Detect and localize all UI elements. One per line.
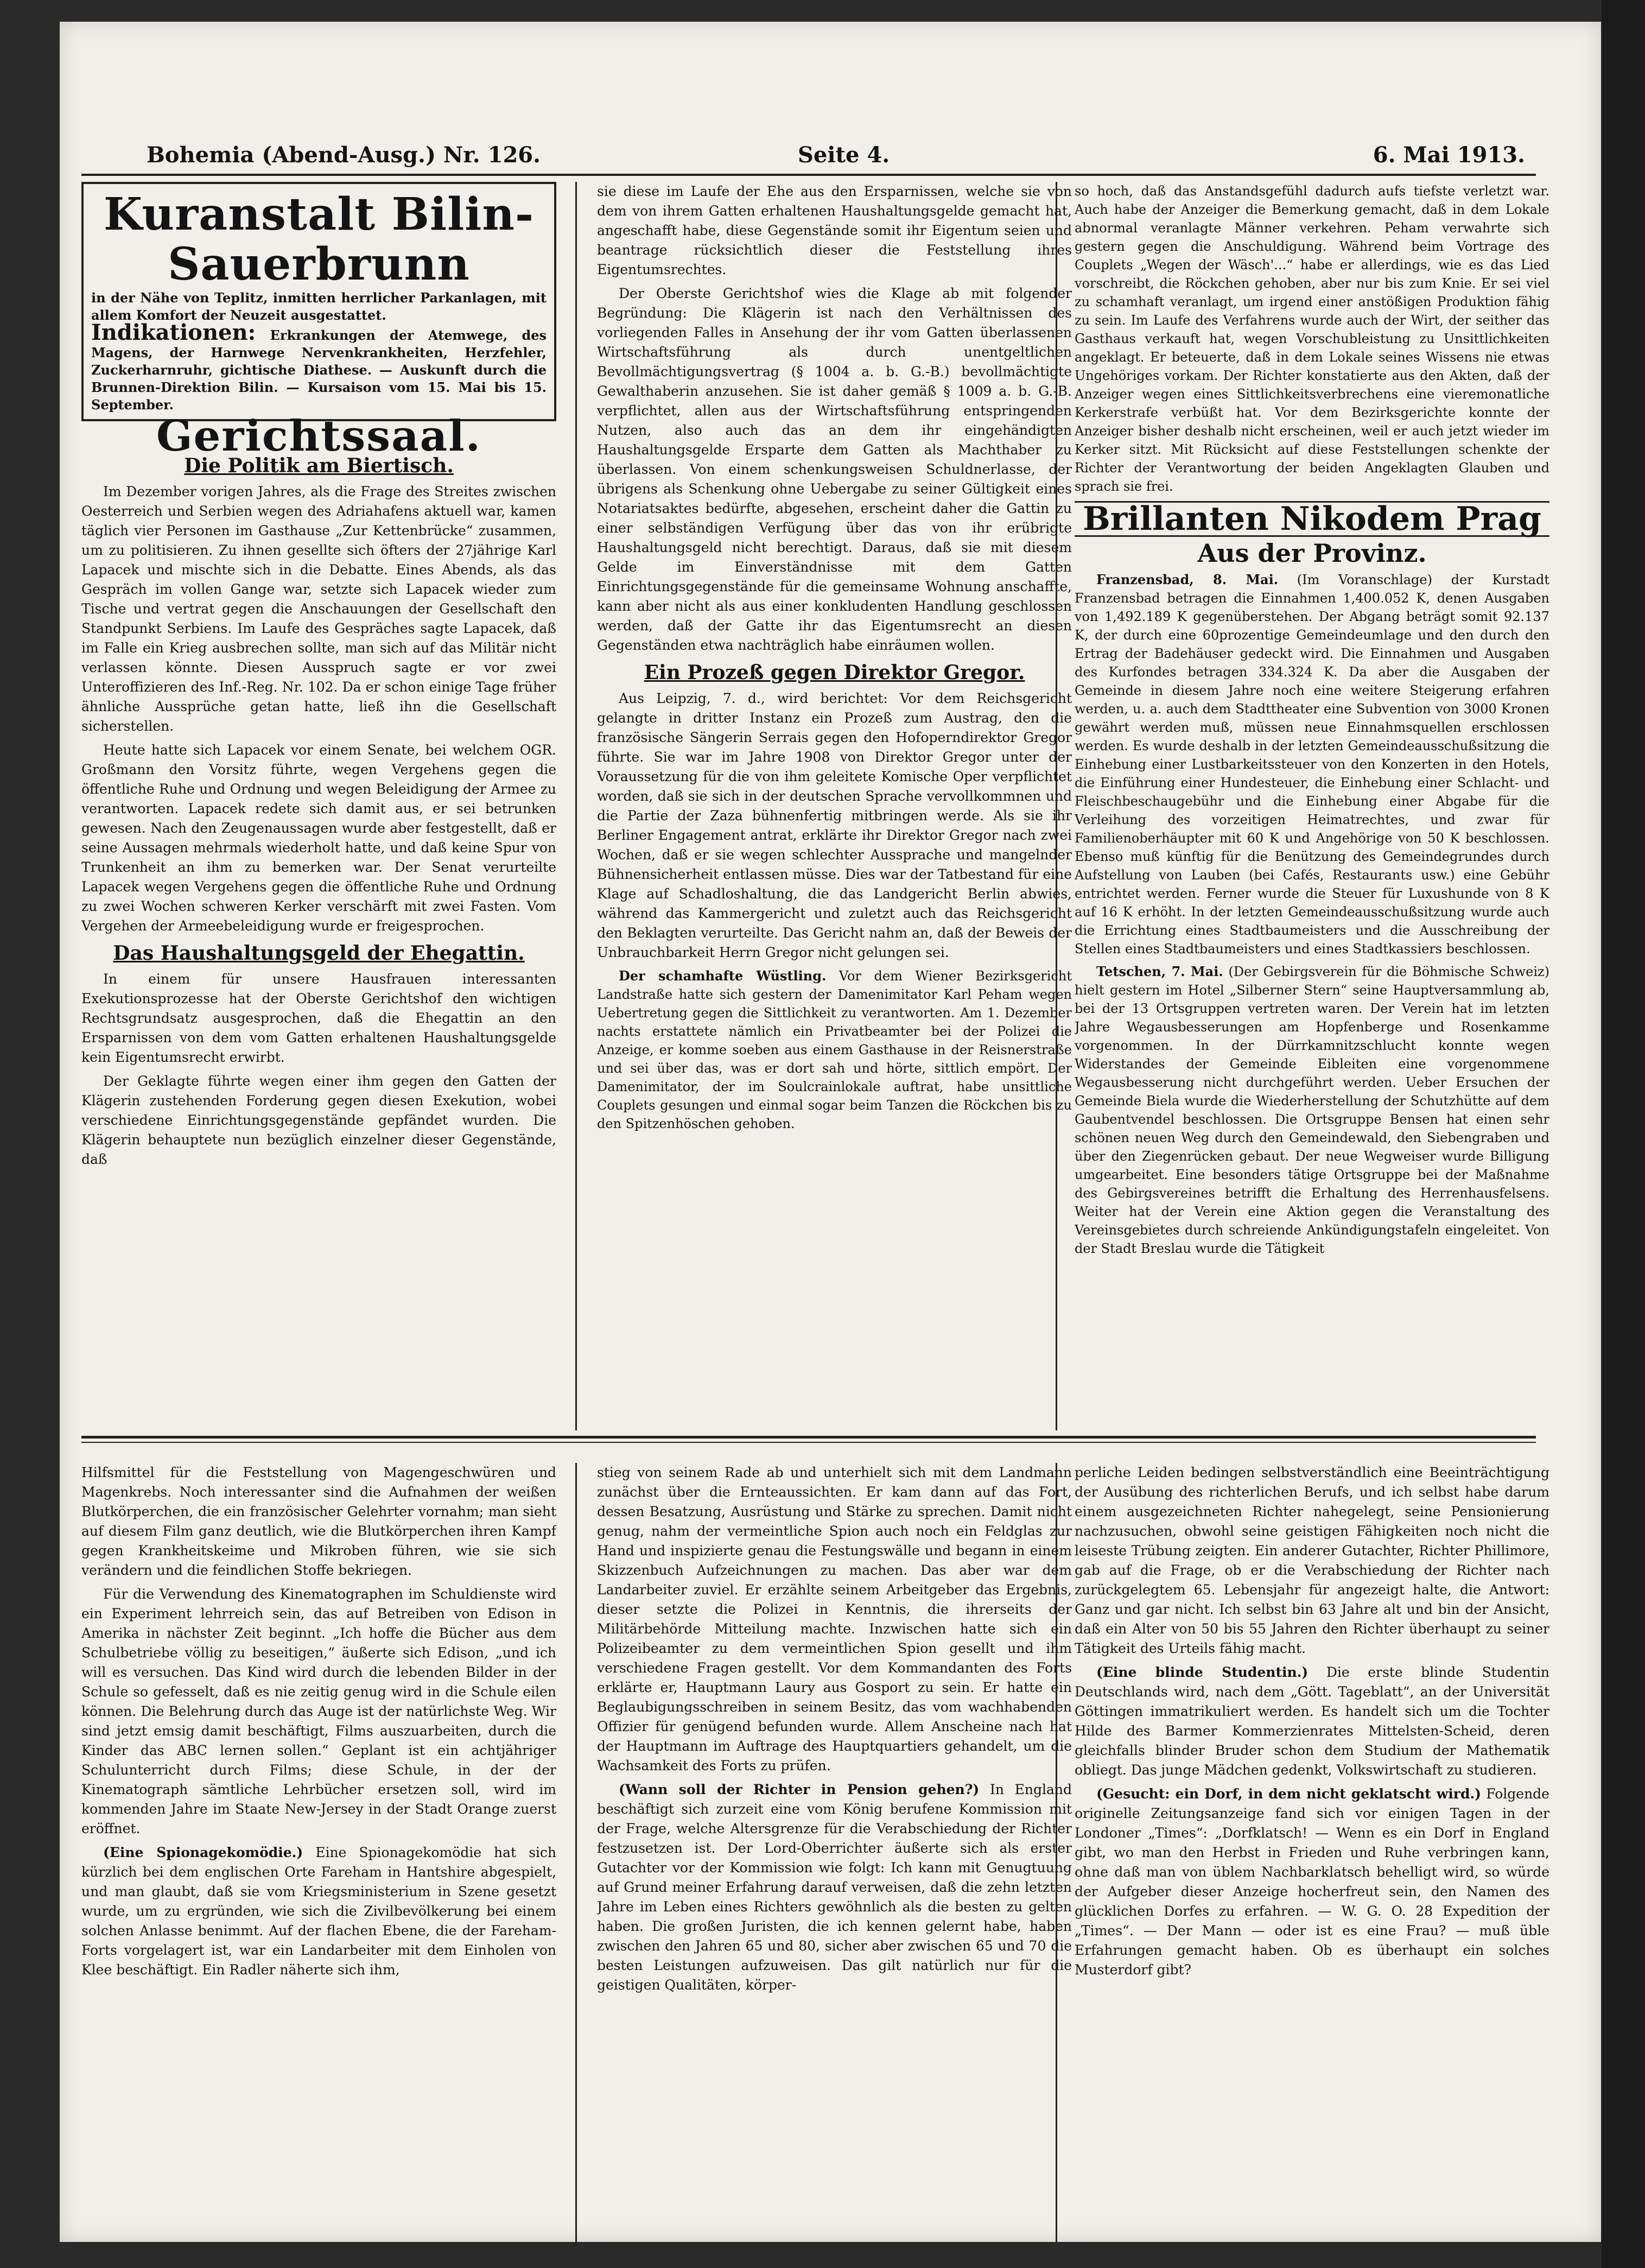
advertisement-box — [81, 182, 556, 421]
paragraph-text: (Der Gebirgsverein für die Böhmische Schweiz) hielt gestern im Hotel „Silberner Stern“ seine Hauptversammlung ab, bei der 13 Ortsgruppen vertreten waren. Der Verein hat im letzten Jahre Wegausbesserungen am Hopfenberge und Rosenkamme vorgenommen. In der Dürrkamnitzschlucht konnte wegen Widerstandes der Gemeinde Eibleiten eine vorgenommene Wegausbesserung nicht durchgeführt werden. Ueber Ersuchen der Gemeinde Biela wurde die Wiederherstellung der Schutzhütte auf dem Gaubentvendel beschlossen. Die Ortsgruppe Bensen hat einen sehr schönen neuen Weg durch den Gemeindewald, den Siebengraben und über den Ziegenrücken gebaut. Der neue Wegweiser wurde Billigung umgearbeitet. Eine besonders tätige Ortsgruppe bei der Maßnahme des Gebirgsvereines betrifft die Erhaltung des Herrenhausfelsens. Weiter hat der Verein eine Aktion gegen die Veranstaltung des Vereinsgebietes durch schreiende Ankündigungstafeln eingeleitet. Von der Stadt Breslau wurde die Tätigkeit — [1075, 964, 1549, 1256]
header-page-number: Seite 4. — [798, 142, 890, 168]
article-paragraph — [597, 1780, 1072, 1995]
article-title: Das Haushaltungsgeld der Ehegattin. — [113, 942, 525, 965]
article-paragraph — [1075, 1784, 1549, 1980]
article-paragraph: Für die Verwendung des Kinematographen im Schuldienste wird ein Experiment lehrreich sein, das auf Betreiben von Edison in Amerika in nächster Zeit beginnt. „Ich hoffe die Bücher aus dem Schulbetriebe völlig zu beseitigen,“ äußerte sich Edison, „und ich will es versuchen. Das Kind wird durch die lebenden Bilder in der Schule so gefesselt, daß es nie zeitig genug wird in die Schule eilen können. Die Belehrung durch das Auge ist der natürlichste Weg. Wir sind jetzt emsig damit beschäftigt, Films auszuarbeiten, durch die Kinder das ABC lernen sollen.“ Geplant ist ein achtjähriger Schulunterricht durch Films; diese Schule, in der der Kinematograph sämtliche Lehrbücher ersetzen soll, wird im kommenden Jahre im Staate New-Jersey in der Stadt Orange zuerst eröffnet. — [81, 1586, 556, 1836]
article-paragraph: Aus Leipzig, 7. d., wird berichtet: Vor dem Reichsgericht gelangte in dritter Instanz ein Prozeß zum Austrag, den die französische Sängerin Serrais gegen den Hofoperndirektor Gregor führte. Sie war im Jahre 1908 von Direktor Gregor unter der Voraussetzung für die von ihm geleitete Komische Oper verpflichtet worden, daß sie sich in der deutschen Sprache vervollkommnen und die Partie der Zaza bühnenfertig mitbringen werde. Als sie ihr Berliner Engagement antrat, erklärte ihr Direktor Gregor nach zwei Wochen, daß er sie wegen schlechter Aussprache und mangelnder Bühnensicherheit entlassen müsse. Dies war der Tatbestand für eine Klage auf Schadloshaltung, die das Landgericht Berlin abwies, während das Kammergericht und zuletzt auch das Reichsgericht den Beklagten verurteilte. Das Gericht nahm an, daß der Beweis der Unbrauchbarkeit Herrn Gregor nicht gelungen sei. — [597, 690, 1072, 960]
column-c — [1075, 182, 1549, 1430]
paragraph-text: In England beschäftigt sich zurzeit eine vom König berufene Kommission mit der Frage, welche Altersgrenze für die Verabschiedung der Richter festzusetzen ist. Der Lord-Oberrichter äußerte sich als erster Gutachter vor der Kommission wie folgt: Ich kann mit Genugtuung auf Grund meiner Erfahrung darauf verweisen, daß die zehn letzten Jahre im Leben eines Richters gewöhnlich als die besten zu gelten haben. Die großen Juristen, die ich kennen gelernt habe, haben zwischen den Jahren 65 und 80, sicher aber zwischen 65 und 70 die besten Leistungen aufzuweisen. Das gilt natürlich nur für die geistigen Qualitäten, körper- — [597, 1782, 1072, 1993]
advertisement-banner: Brillanten Nikodem Prag — [1075, 501, 1549, 537]
ad-indications-text: Erkrankungen der Atemwege, des Magens, der Harnwege Nervenkrankheiten, Herzfehler, Zuckerharnruhr, gichtische Diathese. — Auskunft durch die Brunnen-Direktion Bilin. — Kursaison vom 15. Mai bis 15. September. — [91, 327, 547, 413]
paragraph-text: Die erste blinde Studentin Deutschlands wird, nach dem „Gött. Tageblatt“, an der Universität Göttingen immatrikuliert werden. Es handelt sich um die Tochter Hilde des Barmer Kommerzienrates Mittelsten-Scheid, deren gleichfalls blinder Bruder schon dem Studium der Mathematik obliegt. Das junge Mädchen gedenkt, Volkswirtschaft zu studieren. — [1075, 1664, 1549, 1778]
article-title: Ein Prozeß gegen Direktor Gregor. — [644, 661, 1025, 684]
paragraph-lead: Der schamhafte Wüstling. — [619, 968, 827, 984]
section-title: Gerichtssaal. — [156, 411, 481, 461]
ad-title: Kuranstalt Bilin-Sauerbrunn — [103, 188, 535, 290]
article-paragraph — [597, 967, 1072, 1133]
article-paragraph: Hilfsmittel für die Feststellung von Magengeschwüren und Magenkrebs. Noch interessanter sind die Aufnahmen der weißen Blutkörperchen, die ein französischer Gelehrter vornahm; man sieht auf diesem Film ganz deutlich, wie die Blutkörperchen ihren Kampf gegen Krankheitskeime und Mikroben führen, wie sie sich verändern und die feindlichen Stoffe bekriegen. — [81, 1465, 556, 1578]
paragraph-lead: (Eine Spionagekomödie.) — [103, 1845, 303, 1860]
header-date: 6. Mai 1913. — [1373, 142, 1525, 168]
section-rule — [81, 1436, 1536, 1439]
article-paragraph: Der Geklagte führte wegen einer ihm gegen den Gatten der Klägerin zustehenden Forderung gegen diesen Exekution, wobei verschiedene Einrichtungsgegenstände gepfändet wurden. Die Klägerin behauptete nun bezüglich einzelner dieser Gegenstände, daß — [81, 1073, 556, 1167]
column-b — [597, 182, 1072, 1430]
ad-indications-label: Indikationen: — [91, 320, 256, 345]
section-rule-thin — [81, 1442, 1536, 1443]
article-paragraph: perliche Leiden bedingen selbstverständlich eine Beeinträchtigung der Ausübung des richterlichen Berufs, und ich selbst habe darum einem ausgezeichneten Richter nahegelegt, seine Pensionierung nachzusuchen, obwohl seine geistigen Fähigkeiten noch nicht die leiseste Trübung zeigten. Ein anderer Gutachter, Richter Phillimore, gab auf die Frage, ob er die Verabschiedung der Richter nach zurückgelegtem 65. Lebensjahr für angezeigt halte, die Antwort: Ganz und gar nicht. Ich selbst bin 63 Jahre alt und bin der Ansicht, daß ein Alter von 50 bis 55 Jahren den Richter überhaupt zu seiner Tätigkeit des Urteils fähig macht. — [1075, 1465, 1549, 1656]
paragraph-lead: (Wann soll der Richter in Pension gehen?) — [619, 1782, 980, 1797]
article-paragraph: Der Oberste Gerichtshof wies die Klage ab mit folgender Begründung: Die Klägerin ist nach den Verhältnissen des vorliegenden Falles in Ansehung der ihr vom Gatten überlassenen Wirtschaftsführung als durch unentgeltlichen Bevollmächtigungsvertrag (§ 1004 a. b. G.-B.) bevollmächtigte Gewalthaberin anzusehen. Sie ist daher gemäß § 1009 a. b. G.-B. verpflichtet, allen aus der Wirtschaftsführung entspringenden Nutzen, also auch das an dem ihr eingehändigten Haushaltungsgelde Ersparte dem Gatten als Machthaber zu überlassen. Von einem schenkungsweisen Schuldnerlasse, der übrigens als Schenkung ohne Uebergabe zu seiner Gültigkeit eines Notariatsaktes bedürfte, abgesehen, erscheint daher die Gattin zu einer selbständigen Verfügung über das von ihr erübrigte Haushaltungsgeld nicht berechtigt. Daraus, daß sie mit diesem Gelde im Einverständnisse mit dem Gatten Einrichtungsgegenstände für die gemeinsame Wohnung anschaffte, kann aber nicht als aus einer konkludenten Handlung geschlossen werden, daß der Gatte ihr das Eigentumsrecht an diesen Gegenständen etwa nachträglich habe einräumen wollen. — [597, 286, 1072, 653]
column-a — [81, 182, 556, 1430]
paragraph-lead: Franzensbad, 8. Mai. — [1096, 572, 1279, 587]
column-rule — [575, 1463, 577, 2245]
paragraph-text: Eine Spionagekomödie hat sich kürzlich bei dem englischen Orte Fareham in Hantshire abgespielt, und man glaubt, daß sie vom Kriegsministerium in Szene gesetzt wurde, um zu ergründen, wie sich die Zivilbevölkerung bei einem solchen Anlasse benimmt. Auf der flachen Ebene, die der Fareham-Forts vorgelagert ist, war ein Landarbeiter mit dem Einholen von Klee beschäftigt. Ein Radler näherte sich ihm, — [81, 1845, 556, 1978]
paragraph-text: (Im Voranschlage) der Kurstadt Franzensbad betragen die Einnahmen 1,400.052 K, denen Ausgaben von 1,492.189 K gegenüberstehen. Der Abgang beträgt somit 92.137 K, der durch eine 60prozentige Gemeindeumlage und den durch den Ertrag der Badehäuser gedeckt wird. Die Einnahmen und Ausgaben des Kurfondes betragen 334.324 K. Da aber die Ausgaben der Gemeinde in diesem Jahre noch eine weitere Steigerung erfahren werden, u. a. auch dem Stadttheater eine Subvention von 3000 Kronen gewährt werden muß, müssen neue Einnahmsquellen erschlossen werden. Es wurde deshalb in der letzten Gemeindeausschußsitzung die Einhebung einer Lustbarkeitssteuer von den Konzerten in den Hotels, die Einführung einer Hundesteuer, die Einhebung einer Schlacht- und Fleischbeschaugebühr und die Einhebung einer Abgabe für die Verleihung des vorzeitigen Heimatrechtes, und zwar für Familienoberhäupter mit 60 K und Angehörige von 50 K beschlossen. Ebenso muß künftig für die Benützung des Gemeindegrundes durch Aufstellung von Lauben (bei Cafés, Restaurants usw.) eine Gebühr entrichtet werden. Ferner wurde die Steuer für Luxushunde von 8 K auf 16 K erhöht. In der letzten Gemeindeausschußsitzung wurde auch die Errichtung eines Stadtbaumeisters und die Ausschreibung der Stellen eines Stadtbaumeisters und eines Stadtkassiers beschlossen. — [1075, 572, 1549, 956]
article-paragraph: Heute hatte sich Lapacek vor einem Senate, bei welchem OGR. Großmann den Vorsitz führte, wegen Vergehens gegen die öffentliche Ruhe und Ordnung und wegen Beleidigung der Armee zu verantworten. Lapacek redete sich damit aus, er sei betrunken gewesen. Nach den Zeugenaussagen wurde aber festgestellt, daß er seine Aussagen mehrmals wiederholt hatte, und daß keine Spur von Trunkenheit an ihm zu bemerken war. Der Senat verurteilte Lapacek wegen Vergehens gegen die öffentliche Ruhe und Ordnung zu zwei Wochen schweren Kerker verschärft mit zwei Fasten. Vom Vergehen der Armeebeleidigung wurde er freigesprochen. — [81, 742, 556, 934]
article-title: Aus der Provinz. — [1197, 539, 1427, 568]
paragraph-text: Vor dem Wiener Bezirksgericht Landstraße hatte sich gestern der Damenimitator Karl Peham wegen Uebertretung gegen die Sittlichkeit zu verantworten. Am 1. Dezember nachts erstattete nämlich ein Privatbeamter bei der Polizei die Anzeige, er komme soeben aus einem Gasthause in der Reisnerstraße und sei über das, was er dort sah und hörte, sittlich empört. Der Damenimitator, der im Soulcrainlokale auftrat, habe unsittliche Couplets gesungen und einmal sogar beim Tanzen die Röckchen bis zu den Spitzenhöschen gehoben. — [597, 968, 1072, 1131]
article-title: Die Politik am Biertisch. — [184, 454, 454, 477]
ad-indications — [91, 320, 547, 414]
paragraph-lead: (Gesucht: ein Dorf, in dem nicht geklatscht wird.) — [1096, 1786, 1481, 1802]
header-masthead: Bohemia (Abend-Ausg.) Nr. 126. — [147, 142, 541, 168]
lower-column-c — [1075, 1463, 1549, 2245]
paragraph-lead: Tetschen, 7. Mai. — [1096, 964, 1223, 979]
lower-column-a — [81, 1463, 556, 2245]
article-paragraph: Im Dezember vorigen Jahres, als die Frage des Streites zwischen Oesterreich und Serbien wegen des Adriahafens aktuell war, kamen täglich vier Personen im Gasthause „Zur Kettenbrücke“ zusammen, um zu politisieren. Zu ihnen gesellte sich öfters der 27jährige Karl Lapacek und mischte sich in die Debatte. Eines Abends, als das Gespräch im vollen Gange war, setzte sich Lapacek wieder zum Tische und vertrat gegen die Anschauungen der Gesellschaft den Standpunkt Serbiens. Im Laufe des Gespräches sagte Lapacek, daß im Falle ein Krieg ausbrechen sollte, man sich auf das Militär nicht verlassen könnte. Diesen Ausspruch sagte er vor zwei Unteroffizieren des Inf.-Reg. Nr. 102. Da er schon einige Tage früher ähnliche Aussprüche getan hatte, ließ ihn die Gesellschaft sicherstellen. — [81, 484, 556, 734]
paragraph-text: Folgende originelle Zeitungsanzeige fand sich vor einigen Tagen in der Londoner „Times“: „Dorfklatsch! — Wenn es ein Dorf in England gibt, wo man den Herbst in Frieden und Ruhe verbringen kann, ohne daß man von üblem Nachbarklatsch behelligt wird, so würde der Aufgeber dieser Anzeige hocherfreut sein, den Namen des glücklichen Dorfes zu erfahren. — W. G. O. 28 Expedition der „Times“. — Der Mann — oder ist es eine Frau? — muß üble Erfahrungen gemacht haben. Ob es überhaupt ein solches Musterdorf gibt? — [1075, 1786, 1549, 1978]
article-paragraph — [1075, 1663, 1549, 1780]
article-paragraph: so hoch, daß das Anstandsgefühl dadurch aufs tiefste verletzt war. Auch habe der Anzeiger die Bemerkung gemacht, daß in dem Lokale abnormal veranlagte Männer verkehren. Peham verwahrte sich gestern gegen die Anschuldigung. Während beim Vortrage des Couplets „Wegen der Wäsch'...“ habe er allerdings, wie es das Lied vorschreibt, die Röckchen gehoben, aber nur bis zum Knie. Er sei viel zu schamhaft veranlagt, um irgend einer anstößigen Produktion fähig zu sein. Im Laufe des Verfahrens wurde auch der Wirt, der seither das Gasthaus verkauft hat, wegen Vorschubleistung zu Unsittlichkeiten angeklagt. Er beteuerte, daß in dem Lokale seines Wissens nie etwas Ungehöriges vorkam. Der Richter konstatierte aus den Akten, daß der Anzeiger wegen eines Sittlichkeitsverbrechens eine vieremonatliche Kerkerstrafe verbüßt hat. Vor dem Bezirksgerichte konnte der Anzeiger bisher deshalb nicht erscheinen, weil er auch jetzt wieder im Kerker sitzt. Mit Rücksicht auf diese Feststellungen schenkte der Richter der Verantwortung der beiden Angeklagten Glauben und sprach sie frei. — [1075, 183, 1549, 494]
scan-gutter — [1602, 0, 1645, 2268]
column-rule — [575, 182, 577, 1430]
ad-text: in der Nähe von Teplitz, inmitten herrlicher Parkanlagen, mit allem Komfort der Neuzeit ausgestattet. — [91, 290, 547, 323]
lower-column-b — [597, 1463, 1072, 2245]
article-paragraph: In einem für unsere Hausfrauen interessanten Exekutionsprozesse hat der Oberste Gerichtshof den wichtigen Rechtsgrundsatz ausgesprochen, daß die Ehegattin an den Ersparnissen von dem vom Gatten erhaltenen Haushaltungsgelde kein Eigentumsrecht erwirbt. — [81, 971, 556, 1065]
article-paragraph — [1075, 962, 1549, 1258]
paragraph-lead: (Eine blinde Studentin.) — [1096, 1664, 1309, 1680]
article-paragraph — [1075, 571, 1549, 958]
page-header — [81, 136, 1536, 176]
article-paragraph: sie diese im Laufe der Ehe aus den Ersparnissen, welche sie von dem von ihrem Gatten erhaltenen Haushaltungsgelde gemacht hat, angeschafft habe, diese Gegenstände somit ihr Eigentum seien und beantrage rücksichtlich dieser die Feststellung ihres Eigentumsrechtes. — [597, 183, 1072, 277]
article-paragraph: stieg von seinem Rade ab und unterhielt sich mit dem Landmann zunächst über die Ernteaussichten. Er kam dann auf das Fort, dessen Besatzung, Ausrüstung und Stärke zu sprechen. Damit nicht genug, nahm der vermeintliche Spion auch noch ein Feldglas zur Hand und inspizierte genau die Festungswälle und begann in einem Skizzenbuch Aufzeichnungen zu machen. Das aber war dem Landarbeiter zuviel. Er erzählte seinem Arbeitgeber das Ergebnis, dieser setzte die Polizei in Kenntnis, die ihrerseits der Militärbehörde Mitteilung machte. Inzwischen hatte sich ein Polizeibeamter zu dem vermeintlichen Spion gesellt und ihm verschiedene Fragen gestellt. Vor dem Kommandanten des Forts erklärte er, Hauptmann Laury aus Gosport zu sein. Er hatte ein Beglaubigungsschreiben in seinem Besitz, das vom wachhabenden Offizier für genügend befunden wurde. Allem Anscheine nach hat der Hauptmann im Auftrage des Hauptquartiers gehandelt, um die Wachsamkeit des Forts zu prüfen. — [597, 1465, 1072, 1773]
article-paragraph — [81, 1843, 556, 1980]
